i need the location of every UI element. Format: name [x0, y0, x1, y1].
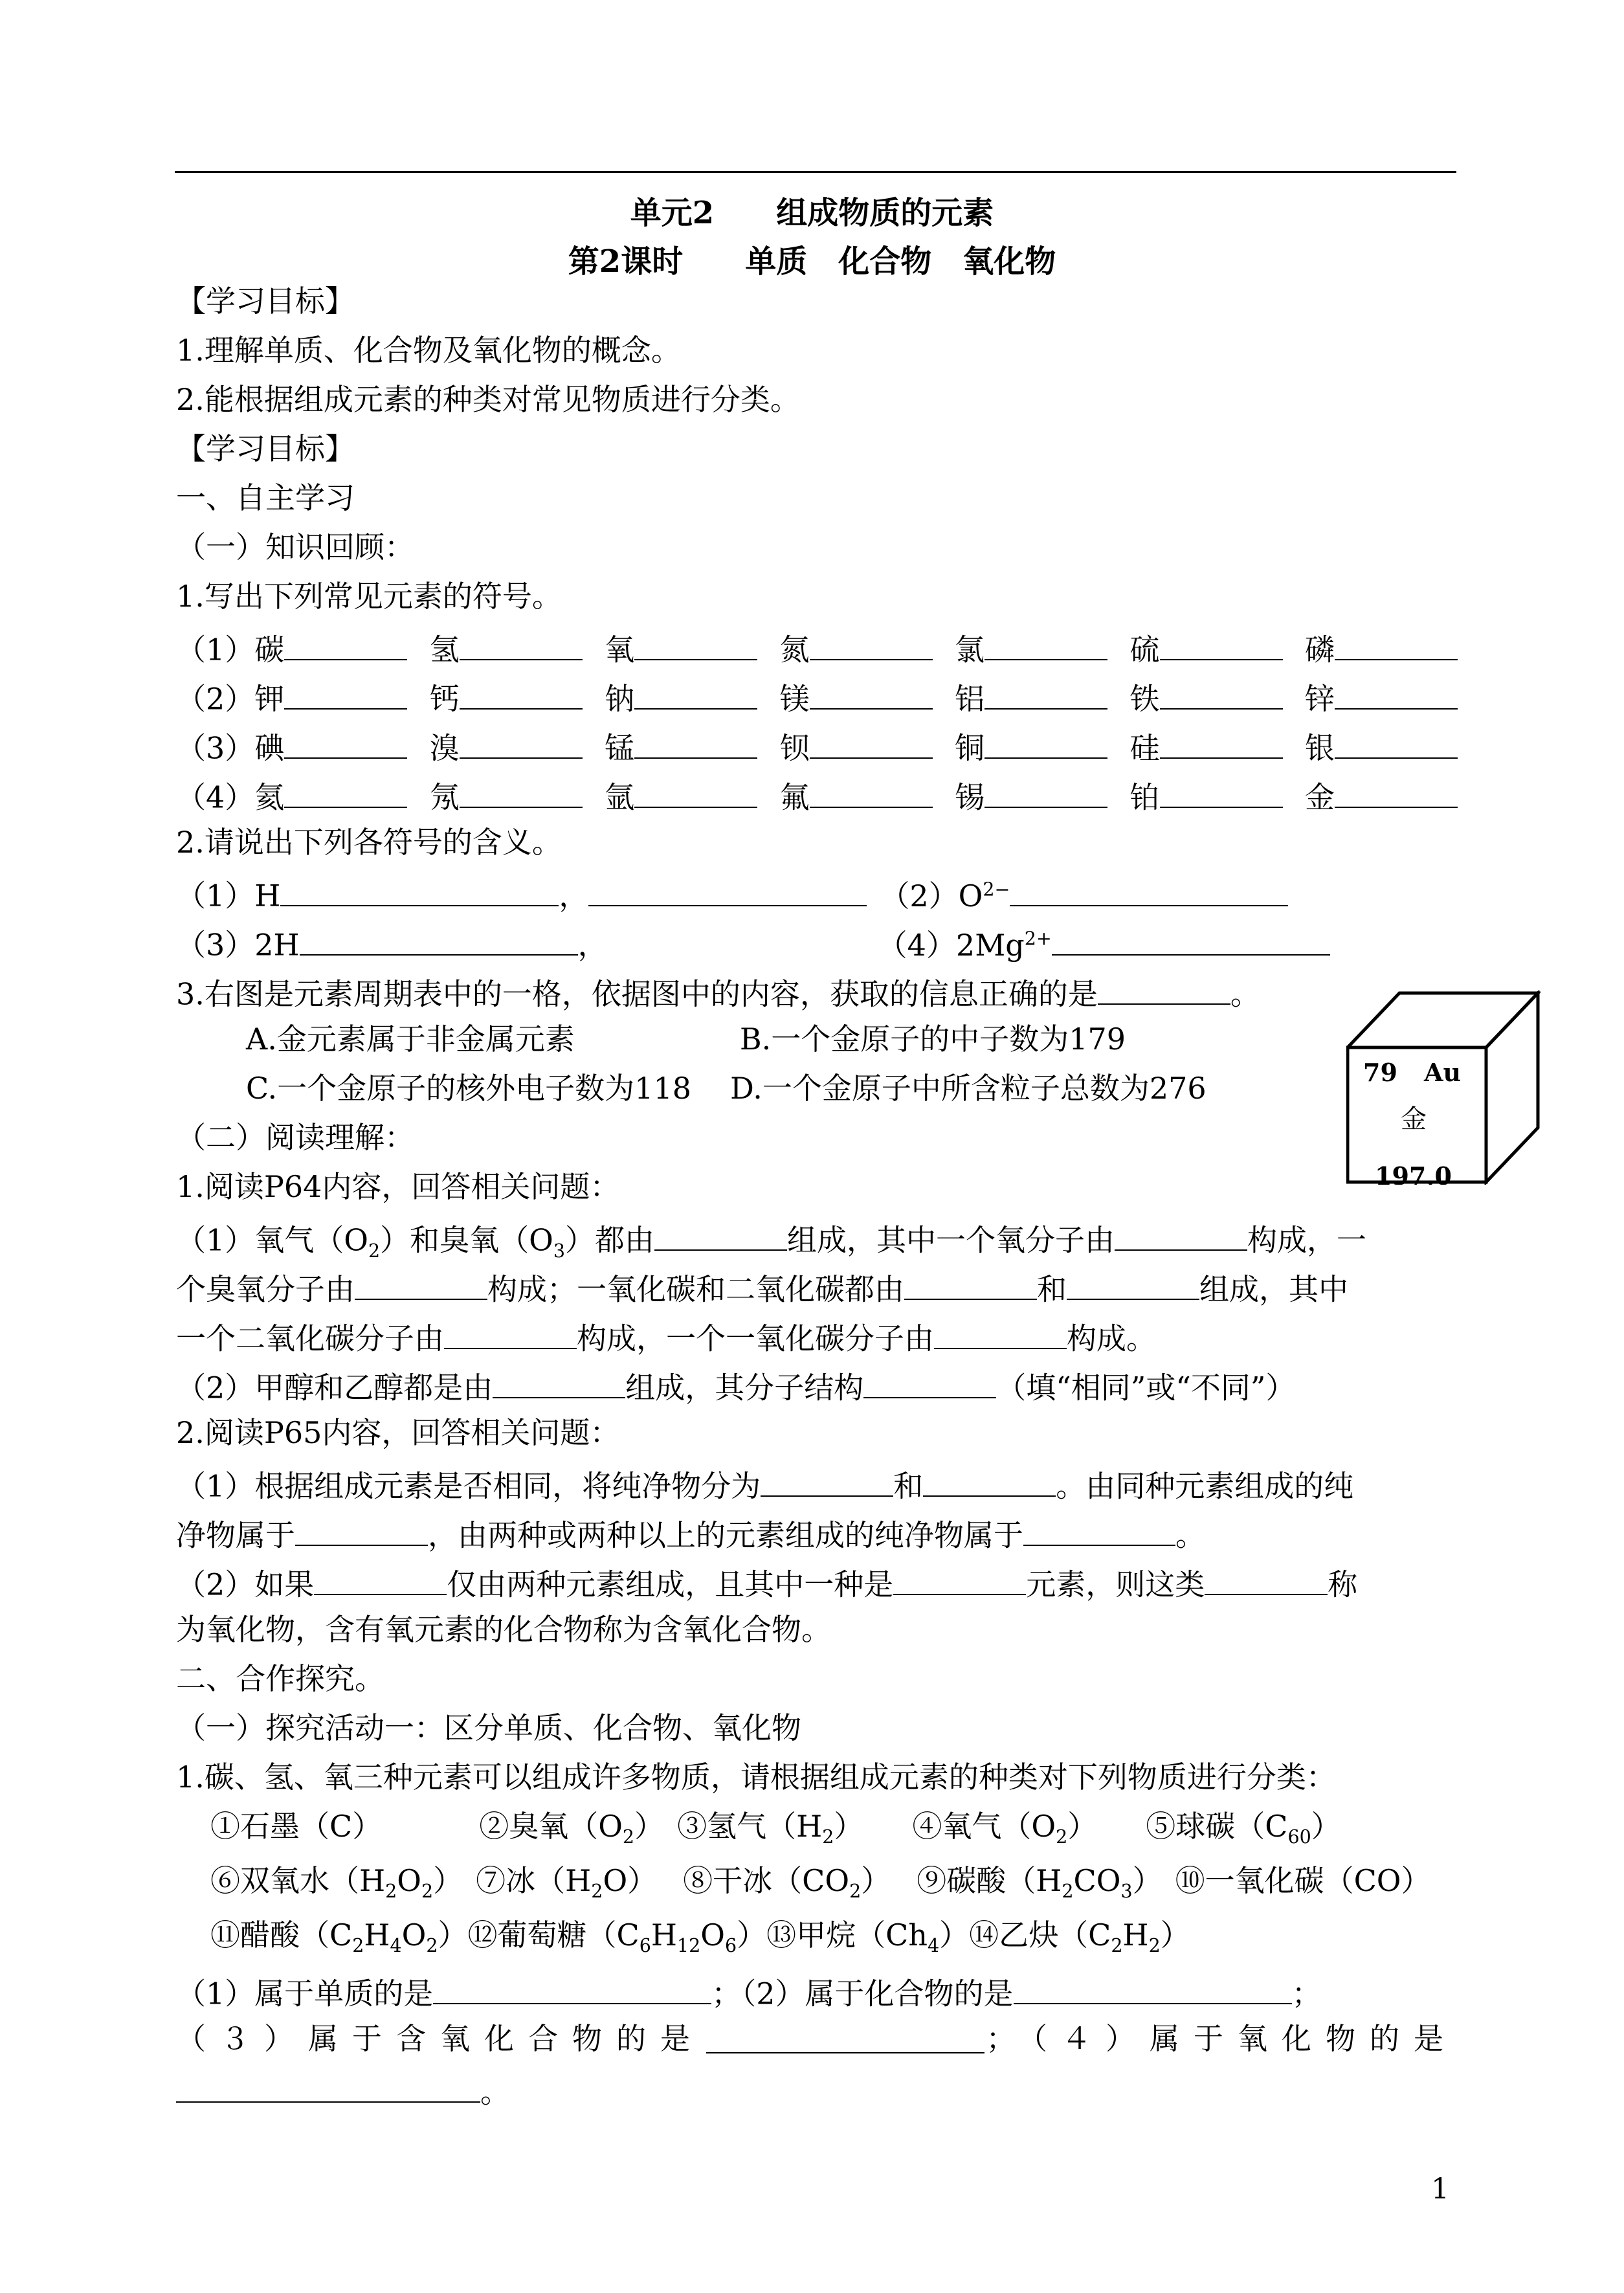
- review-heading: （一）知识回顾：: [176, 530, 414, 565]
- element-symbol: Au: [1424, 1058, 1462, 1087]
- lesson-title: 第2课时 单质 化合物 氧化物: [568, 243, 1056, 280]
- reading-2-line-3: （2）如果 仅由两种元素组成，且其中一种是 元素，则这类 称: [176, 1565, 1357, 1600]
- answer-blank[interactable]: [1067, 1270, 1199, 1300]
- answer-blank[interactable]: [176, 2073, 480, 2103]
- answer-blank[interactable]: [460, 680, 583, 710]
- substance-11: ⑪醋酸$(C_2H_4O_2)$: [210, 1918, 468, 1957]
- answer-blank[interactable]: [295, 1516, 428, 1546]
- answer-blank[interactable]: [284, 631, 407, 660]
- element-row-2: （2）钾 钙 钠 镁 铝 铁 锌: [176, 680, 1458, 714]
- answer-blank[interactable]: [810, 778, 933, 808]
- section-heading-goals-2: 【学习目标】: [176, 431, 355, 466]
- question-3-options-cd: [246, 1071, 1207, 1106]
- answer-blank[interactable]: [1014, 1974, 1292, 2004]
- substance-5: ⑤球碳$(C_{60})$: [1146, 1809, 1341, 1848]
- option-b[interactable]: B.一个金原子的中子数为179: [739, 1022, 1126, 1057]
- answer-blank[interactable]: [1160, 680, 1283, 710]
- substances-row-2: [210, 1863, 1431, 1903]
- reading-1: 1.阅读P64内容，回答相关问题：: [176, 1169, 620, 1204]
- substance-14: ⑭乙炔$(C_2H_2)$: [969, 1918, 1190, 1957]
- part-2-heading: 二、合作探究。: [176, 1661, 384, 1696]
- atomic-mass: 197.0: [1375, 1161, 1452, 1185]
- substance-4: ④氧气$(O_2)$: [912, 1809, 1098, 1848]
- periodic-table-cell-cube: [1346, 990, 1541, 1185]
- answer-blank[interactable]: [460, 778, 583, 808]
- element-name: 金: [1401, 1104, 1427, 1134]
- answer-blank[interactable]: [1335, 729, 1458, 759]
- question-3: 3.右图是元素周期表中的一格，依据图中的内容，获取的信息正确的是 。: [176, 975, 1260, 1009]
- answer-blank[interactable]: [444, 1319, 577, 1349]
- substance-13: ⑬甲烷$(Ch_4)$: [766, 1918, 970, 1957]
- substance-1: ①石墨（C）: [210, 1809, 383, 1844]
- atomic-number: 79: [1363, 1058, 1397, 1087]
- answer-blank[interactable]: [1335, 680, 1458, 710]
- reading-heading: （二）阅读理解：: [176, 1120, 414, 1155]
- answer-line-3: 。: [176, 2073, 510, 2107]
- answer-blank[interactable]: [984, 729, 1107, 759]
- answer-blank[interactable]: [1052, 926, 1330, 956]
- answer-blank[interactable]: [634, 729, 757, 759]
- substance-8: ⑧干冰$(CO_2)$: [683, 1863, 891, 1903]
- answer-blank[interactable]: [493, 1369, 625, 1398]
- answer-blank[interactable]: [460, 631, 583, 660]
- reading-2-line-1: （1）根据组成元素是否相同，将纯净物分为 和 。由同种元素组成的纯: [176, 1467, 1353, 1501]
- answer-blank[interactable]: [893, 1565, 1026, 1595]
- section-heading-goals: 【学习目标】: [176, 284, 355, 319]
- answer-blank[interactable]: [460, 729, 583, 759]
- substance-9: ⑨碳酸$(H_2CO_3)$: [917, 1863, 1162, 1903]
- option-d[interactable]: D.一个金原子中所含粒子总数为276: [729, 1071, 1207, 1106]
- reading-1-line-3: 一个二氧化碳分子由 构成，一个一氧化碳分子由 构成。: [176, 1319, 1156, 1354]
- substance-6: ⑥双氧水$(H_2O_2)$: [210, 1863, 463, 1903]
- answer-blank[interactable]: [1098, 975, 1230, 1005]
- answer-blank[interactable]: [1205, 1565, 1328, 1595]
- answer-blank[interactable]: [984, 778, 1107, 808]
- activity-1-heading: （一）探究活动一：区分单质、化合物、氧化物: [176, 1710, 801, 1745]
- exercise-1: 1.碳、氢、氧三种元素可以组成许多物质，请根据组成元素的种类对下列物质进行分类：: [176, 1760, 1336, 1795]
- answer-blank[interactable]: [1115, 1221, 1247, 1251]
- substance-3: ③氢气$(H_2)$: [677, 1809, 864, 1848]
- answer-blank[interactable]: [810, 680, 933, 710]
- substances-row-1: [210, 1811, 1341, 1847]
- answer-blank[interactable]: [634, 680, 757, 710]
- answer-blank[interactable]: [1335, 631, 1458, 660]
- option-c[interactable]: C.一个金原子的核外电子数为118: [246, 1071, 691, 1106]
- answer-blank[interactable]: [761, 1467, 893, 1497]
- substance-7: ⑦冰$(H_2O)$: [476, 1863, 658, 1903]
- answer-blank[interactable]: [934, 1319, 1067, 1349]
- answer-blank[interactable]: [1023, 1516, 1175, 1546]
- answer-blank[interactable]: [1160, 778, 1283, 808]
- question-2-row-2: （3）2H ， $(4)2Mg^{2+}$: [176, 926, 1330, 960]
- answer-blank[interactable]: [300, 926, 578, 956]
- answer-blank[interactable]: [706, 2024, 984, 2053]
- answer-blank[interactable]: [654, 1221, 787, 1251]
- answer-blank[interactable]: [1010, 877, 1288, 906]
- goal-1: 1.理解单质、化合物及氧化物的概念。: [176, 333, 681, 368]
- substance-10: ⑩一氧化碳（CO）: [1175, 1863, 1431, 1898]
- answer-blank[interactable]: [284, 729, 407, 759]
- answer-blank[interactable]: [280, 877, 559, 906]
- reading-1-line-2: 个臭氧分子由 构成；一氧化碳和二氧化碳都由 和 组成，其中: [176, 1270, 1348, 1304]
- part-1-heading: 一、自主学习: [176, 480, 355, 515]
- element-row-1: （1）碳 氢 氧 氮 氯 硫 磷: [176, 631, 1458, 665]
- substance-2: ②臭氧$(O_2)$: [479, 1809, 665, 1848]
- answer-blank[interactable]: [984, 680, 1107, 710]
- answer-blank[interactable]: [923, 1467, 1056, 1497]
- answer-blank[interactable]: [1160, 729, 1283, 759]
- reading-2-line-2: 净物属于 ，由两种或两种以上的元素组成的纯净物属于 。: [176, 1516, 1205, 1550]
- question-2: 2.请说出下列各符号的含义。: [176, 825, 562, 860]
- substance-12: ⑫葡萄糖$(C_6H_{12}O_6)$: [467, 1918, 767, 1957]
- question-3-options-ab: [246, 1022, 1126, 1057]
- question-1: 1.写出下列常见元素的符号。: [176, 579, 562, 614]
- reading-1-line-1: （1）氧气$(O_2)$和臭氧$(O_3)$都由 组成，其中一个氧分子由 构成，一: [176, 1221, 1366, 1260]
- answer-blank[interactable]: [284, 778, 407, 808]
- page-number: 1: [1431, 2173, 1449, 2206]
- answer-blank[interactable]: [810, 631, 933, 660]
- answer-blank[interactable]: [284, 680, 407, 710]
- element-row-3: （3）碘 溴 锰 钡 铜 硅 银: [176, 729, 1458, 763]
- answer-blank[interactable]: [863, 1369, 996, 1398]
- answer-blank[interactable]: [1335, 778, 1458, 808]
- option-a[interactable]: A.金元素属于非金属元素: [246, 1022, 575, 1057]
- reading-2: 2.阅读P65内容，回答相关问题：: [176, 1415, 620, 1450]
- answer-blank[interactable]: [984, 631, 1107, 660]
- element-row-4: （4）氦 氖 氩 氟 锡 铂 金: [176, 778, 1458, 812]
- reading-1-line-4: （2）甲醇和乙醇都是由 组成，其分子结构 （填“相同”或“不同”）: [176, 1369, 1295, 1403]
- answer-blank[interactable]: [810, 729, 933, 759]
- answer-line-1: （1）属于单质的是 ；（2）属于化合物的是 ；: [176, 1974, 1322, 2009]
- answer-blank[interactable]: [355, 1270, 487, 1300]
- answer-blank[interactable]: [433, 1974, 711, 2004]
- answer-blank[interactable]: [634, 778, 757, 808]
- answer-line-2: （３）属于含氧化合物的是 ； （４）属于氧化物的是: [176, 2021, 1458, 2056]
- answer-blank[interactable]: [634, 631, 757, 660]
- unit-title: 单元2 组成物质的元素: [630, 195, 994, 231]
- substances-row-3: [210, 1920, 1190, 1956]
- header-rule: [175, 171, 1456, 173]
- answer-blank[interactable]: [588, 877, 867, 906]
- goal-2: 2.能根据组成元素的种类对常见物质进行分类。: [176, 382, 800, 417]
- reading-2-line-4: 为氧化物，含有氧元素的化合物称为含氧化合物。: [176, 1612, 831, 1647]
- answer-blank[interactable]: [904, 1270, 1037, 1300]
- question-2-row-1: （1）H ， $(2)O^{2-}$: [176, 877, 1288, 911]
- answer-blank[interactable]: [314, 1565, 447, 1595]
- answer-blank[interactable]: [1160, 631, 1283, 660]
